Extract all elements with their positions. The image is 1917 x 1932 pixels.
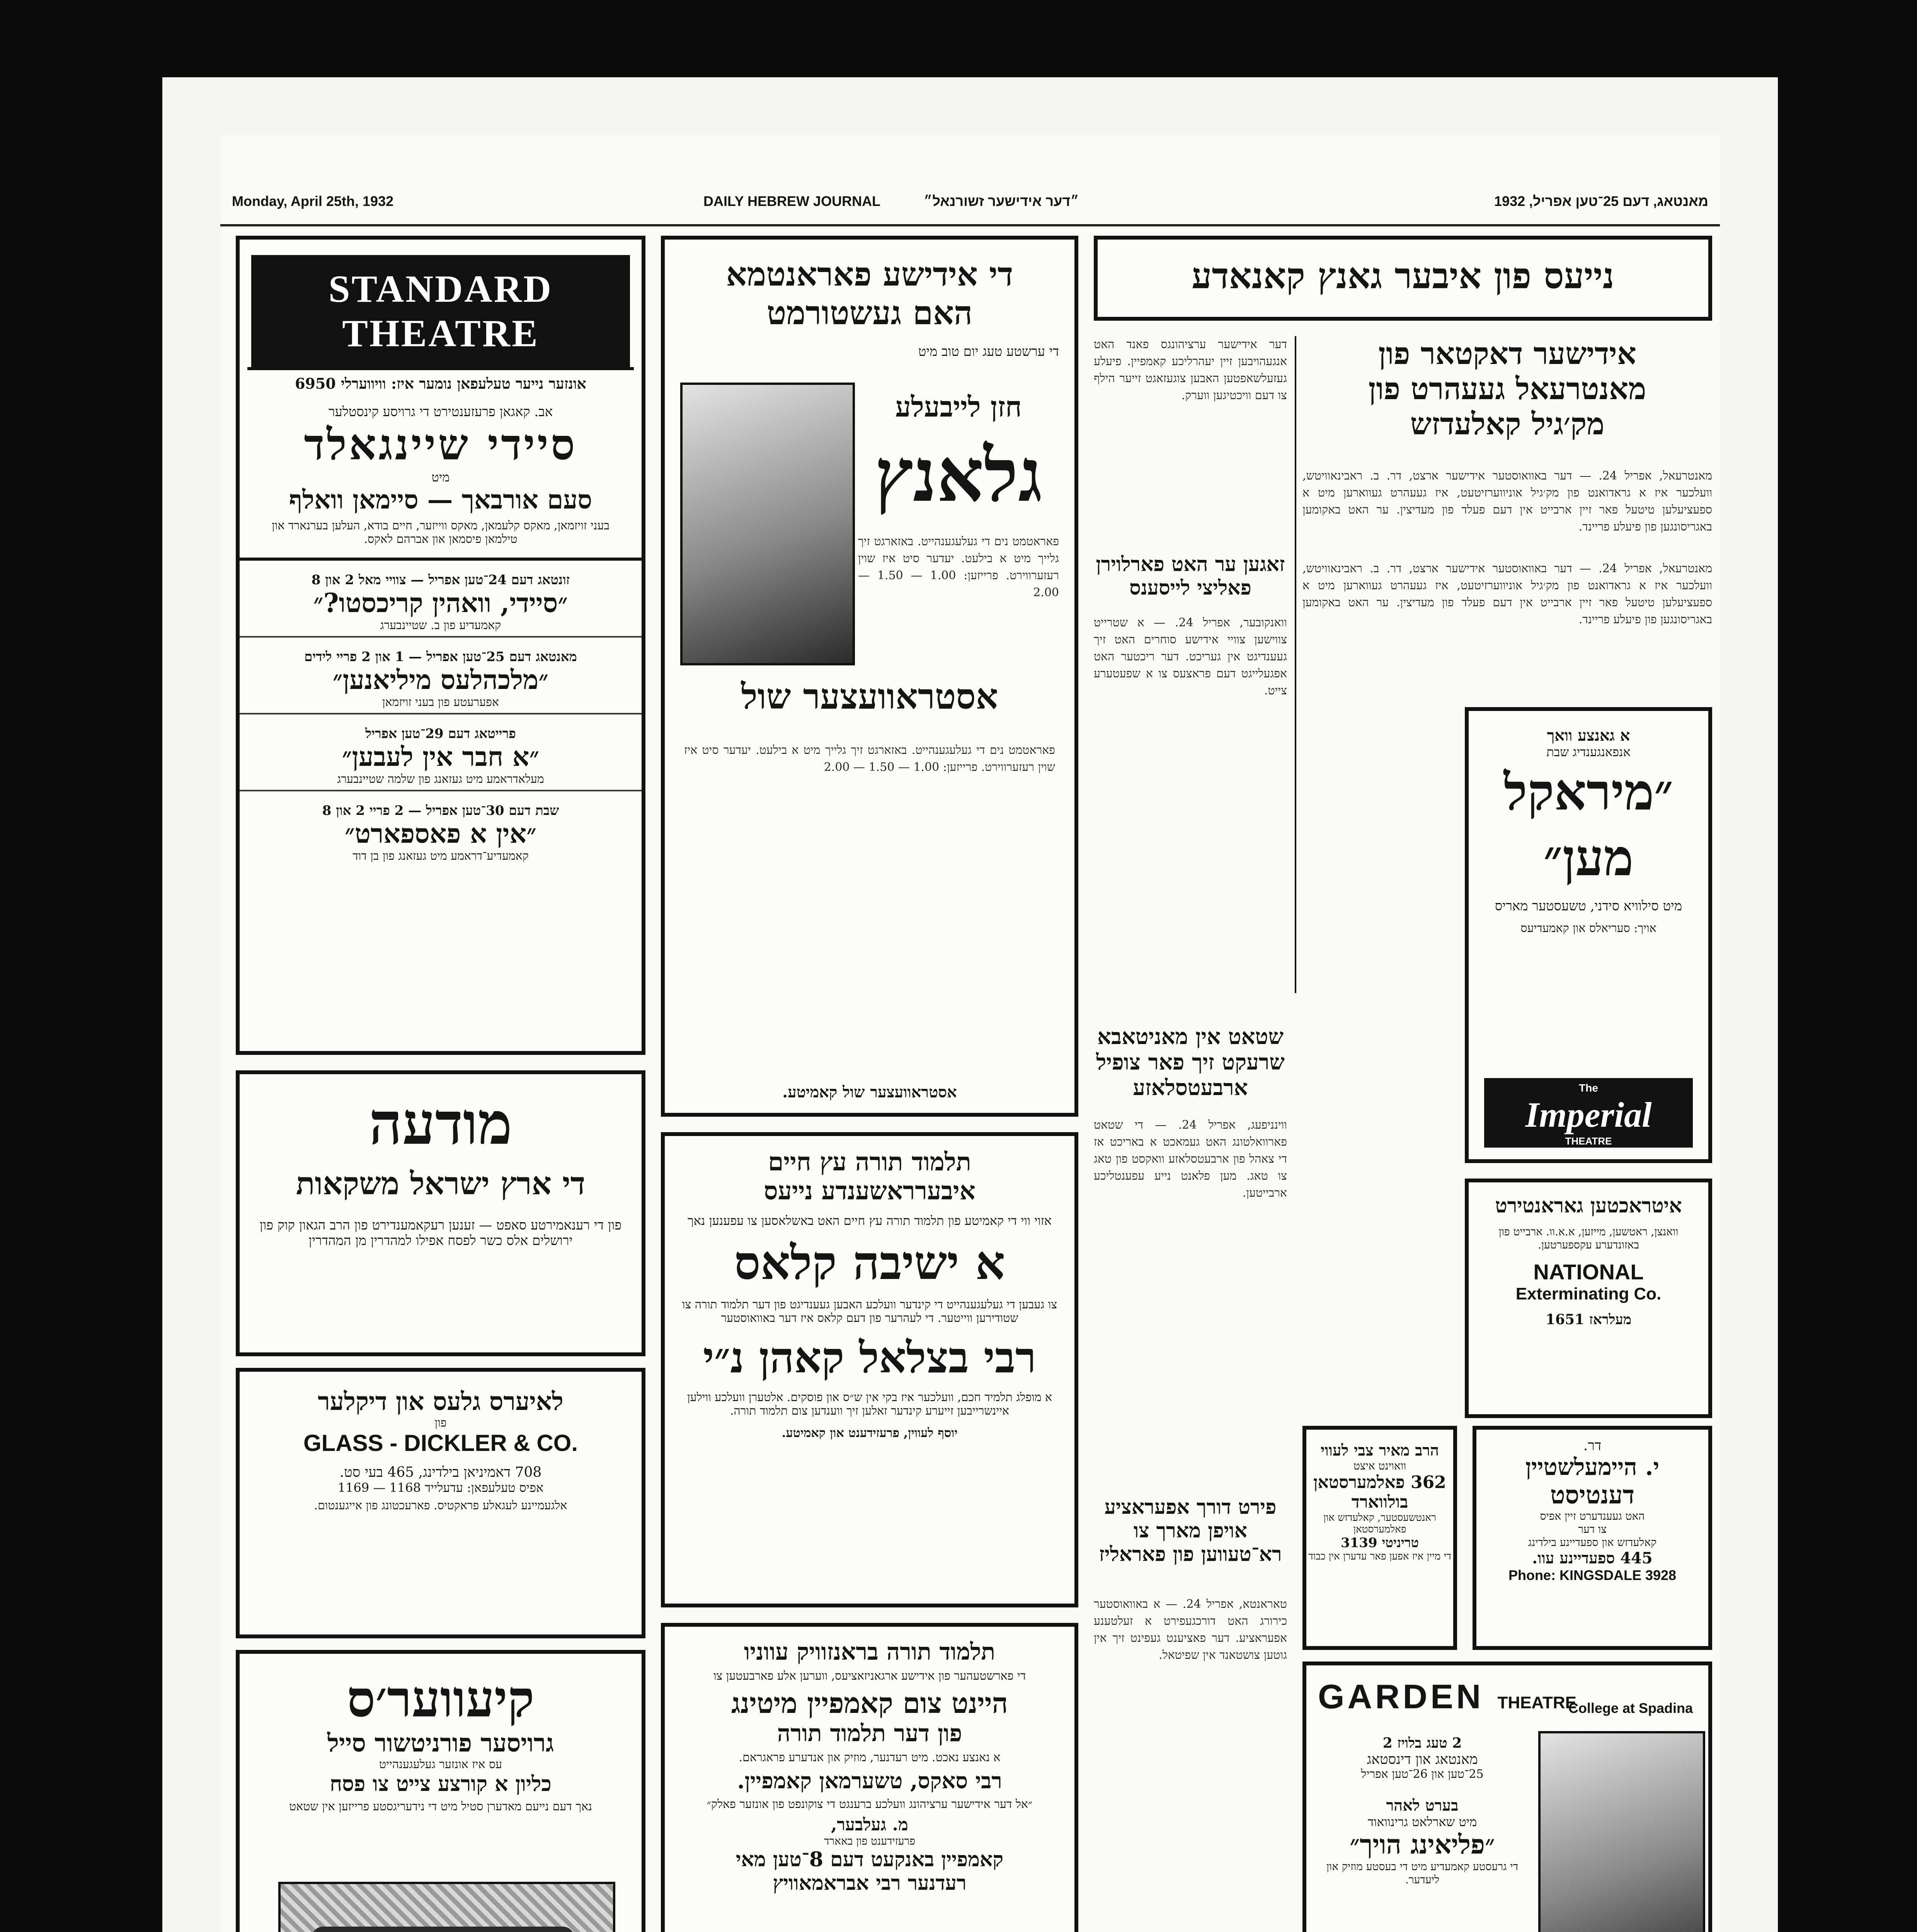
masthead-title-yiddish: ״דער אידישער זשורנאל״ <box>924 193 1079 209</box>
cantor-footer: אסטראוועצער שול קאמיטע. <box>782 1083 957 1101</box>
news-section-title: נייעס פון איבער גאנץ קאנאדע <box>1192 255 1614 297</box>
garden-photo <box>1538 1731 1705 1932</box>
standard-phone: אונזער נייער טעלעפאן נומער איז: וויווערלי 6950 <box>295 375 586 392</box>
dentist-to: צו דער <box>1578 1523 1607 1536</box>
garden-star: בערט לאהר <box>1386 1796 1459 1815</box>
miracle-stars: מיט סילוויא סידני, טשעסטער מאריס <box>1495 898 1682 914</box>
levy-phone: טריניטי 3139 <box>1340 1535 1419 1551</box>
garden-days: מאנטאג און דינסטאג <box>1367 1752 1478 1767</box>
glass-dickler-ad <box>236 1368 645 1638</box>
show-day: פרייטאג דעם 29־טען אפריל <box>365 726 516 742</box>
imperial-logo <box>1484 1078 1693 1148</box>
eretz-title: מודעה <box>369 1090 512 1158</box>
miracle-extra: אויך: סעריאלס און קאמעדיעס <box>1520 922 1657 935</box>
show-title: ״סיידי, וואהין קריכסטו?״ <box>313 588 568 619</box>
garden-dates: 25־טען און 26־טען אפריל <box>1361 1767 1484 1781</box>
cantor-intro: די ערשטע טעג יום טוב מיט <box>918 344 1059 359</box>
glass-fun: פון <box>434 1416 447 1430</box>
brunswick-body-2: א נאנצע נאכט. מיט רעדנער, מוזיק און אנדערע פראגראם. <box>739 1751 1001 1764</box>
brunswick-meeting-2: פון דער תלמוד תורה <box>777 1720 962 1747</box>
cantor-photo <box>680 383 855 665</box>
nat-name: NATIONAL <box>1533 1260 1644 1284</box>
miracle-title-1: ״מיראקל <box>1503 762 1674 821</box>
brunswick-sign-2: פרעזידענט פון באארד <box>824 1835 915 1847</box>
talmud-etz-chaim-ad <box>661 1132 1078 1607</box>
standard-show-4: שבת דעם 30־טען אפריל — 2 פריי 2 און 8 ״אין א פאספארט״ קאמעדיע־דראמע מיט געזאנג פון בן דוד <box>240 791 642 867</box>
eretz-yisroel-ad <box>236 1070 645 1356</box>
nat-title: איטראכטען גאראנטירט <box>1495 1194 1682 1218</box>
nat-body: וואנצן, ראטשען, מייזען, א.א.וו. ארבייט פון באזונדערע עקספערטען. <box>1498 1225 1679 1251</box>
masthead-date-yiddish: מאנטאג, דעם 25־טען אפריל, 1932 <box>1494 193 1708 209</box>
kiever-furniture-ad <box>236 1650 645 1932</box>
glass-name: GLASS - DICKLER & CO. <box>303 1430 578 1456</box>
cantor-role: אסטראוועצער שול <box>741 676 998 717</box>
nat-phone: מעלראז 1651 <box>1545 1311 1632 1328</box>
masthead-title-english: DAILY HEBREW JOURNAL <box>703 193 881 209</box>
kiever-body-3: נאך דעם נייעם מאדערן סטיל מיט די נידעריגסטע פרייזען אין שטאט <box>289 1800 592 1813</box>
cantor-body: פאראטמט נים די געלעגענהייט. באזארגט זיך גלייך מיט א בילעט. יעדער סיט איז שוין רעזערווירט. פרייזען: 1.00 — 1.50 — 2.00 <box>684 743 1055 774</box>
garden-film: ״פליאינג הויך״ <box>1350 1829 1495 1860</box>
brunswick-meeting: היינט צום קאמפיין מיטינג <box>731 1687 1008 1719</box>
dentist-title: דענטיסט <box>1550 1481 1635 1510</box>
etz-body-3: א מופלג תלמיד חכם, וועלכער איז בקי אין ש״ס און פוסקים. אלטערן וועלכע ווילען איינשרייבען זייערע קינדער זאלען זיך ווענדען צום תלמוד תורה. <box>687 1391 1052 1418</box>
garden-theatre-ad <box>1302 1662 1712 1932</box>
standard-show-2: מאנטאג דעם 25־טען אפריל — 1 און 2 פריי לידים ״מלכהלעס מיליאנען״ אפערעטע פון בעני זויזמאן <box>240 638 642 714</box>
show-title: ״א חבר אין לעבען״ <box>342 742 540 772</box>
levy-foot: די מיין איז אפען פאר עדערן אין כבוד <box>1308 1551 1451 1562</box>
standard-show-1: זונטאג דעם 24־טען אפריל — צוויי מאל 2 און 8 ״סיידי, וואהין קריכסטו?״ קאמעדיע פון ב. שטיינבערג <box>240 561 642 638</box>
imperial-pre: The <box>1579 1082 1598 1094</box>
show-time: 1 און 2 פריי לידים <box>304 649 404 665</box>
glass-address: 708 דאמיניאן בילדינג, 465 בעי סט. <box>339 1464 542 1480</box>
etz-footer: יוסף לעווין, פרעזידענט און קאמיטע. <box>781 1425 958 1440</box>
cantor-label: חזן לייבעלע <box>895 390 1022 423</box>
masthead <box>220 193 1720 226</box>
newspaper-sheet <box>162 77 1778 1932</box>
talmud-brunswick-ad <box>661 1623 1078 1932</box>
etz-headline: א ישיבה קלאס <box>734 1236 1005 1290</box>
garden-name: GARDEN <box>1318 1677 1484 1716</box>
doctor-body-continued: מאנטרעאל, אפריל 24. — דער באוואוסטער אידישער ארצט, דר. ב. ראבינאוויטש, וועלכער איז א גראדואנט פון מק׳גיל אוניווערזיטעט, איז געעהרט געווארען מיט א ספעציעלען טיטעל פאר זיין ארבייט אין דעם פעלד פון מעדיצין. ער האט באקומען באגריסונגען פון פיעלע פריינד. <box>1302 562 1712 626</box>
dentist-dr: דר. <box>1583 1438 1602 1454</box>
standard-theatre-banner: STANDARD THEATRE <box>251 255 630 367</box>
show-time: צוויי מאל 2 און 8 <box>311 572 406 588</box>
show-note: קאמעדיע־דראמע מיט געזאנג פון בן דוד <box>352 849 529 863</box>
doctor-body: מאנטרעאל, אפריל 24. — דער באוואוסטער אידישער ארצט, דר. ב. ראבינאוויטש, וועלכער איז א גראדואנט פון מק׳גיל אוניווערזיטעט, איז געעהרט געווארען מיט א ספעציעלען טיטעל פאר זיין ארבייט אין דעם פעלד פון מעדיצין. ער האט באקומען באגריסונגען פון פיעלע פריינד. <box>1302 469 1712 534</box>
brunswick-campaign: קאמפיין באנקעט דעם 8־טען מאי <box>735 1848 1004 1871</box>
miracle-line-1: א גאנצע וואך <box>1547 726 1630 745</box>
kiever-sub: גרויסער פורניטשור סייל <box>327 1729 554 1758</box>
garden-price: 2 טעג בלויז 2 <box>1382 1735 1462 1751</box>
brunswick-title: תלמוד תורה בראנזוויק עווניו <box>744 1638 995 1665</box>
doctor-headline-3: מק׳גיל קאלעדזש <box>1410 406 1605 442</box>
brunswick-body-3: ״אל דער אידישער ערציהונג וועלכע ברענגט די צוקונפט פון אונזער פאלק״ <box>707 1798 1033 1811</box>
dentist-phone: Phone: KINGSDALE 3928 <box>1508 1567 1677 1583</box>
glass-title: לאיערס גלעס און דיקלער <box>318 1387 564 1416</box>
show-title: ״אין א פאספארט״ <box>345 818 536 849</box>
news-item-3-body: ווינניפעג, אפריל 24. — די שטאט פארוואלטונג האט געמאכט א באריכט אז די צאהל פון ארבעטסלאזע וואקסט פון טאג צו טאג. מען פלאנט נייע עפענטליכע ארבייטען. <box>1094 1118 1287 1200</box>
cantor-title-1: די אידישע פאראנטמא <box>726 255 1013 293</box>
doctor-article <box>1302 336 1712 553</box>
cantor-glantz-ad <box>661 236 1078 1117</box>
levy-address: 362 פאלמערסטאן בולווארד <box>1313 1473 1446 1512</box>
news-column <box>1094 336 1287 1932</box>
kiever-body-1: עס איז אונזער געלעגענהייט <box>379 1758 502 1771</box>
garden-address: College at Spadina <box>1568 1700 1693 1716</box>
show-title: ״מלכהלעס מיליאנען״ <box>332 665 549 696</box>
glass-note: אלגעמיינע לעגאלע פראקטיס. פארעכטונג פון אייגענטום. <box>314 1499 567 1512</box>
brunswick-body-1: די פארשטעהער פון אידישע ארגאניזאציעס, ווערען אלע פארבעטען צו <box>713 1669 1026 1683</box>
news-item-2-body: וואנקובער, אפריל 24. — א שטרייט צווישען צוויי אידישע סוחרים האט זיך געענדיגט אין געריכט. דער ריכטער האט אפגעלייגט דעם פראצעס צו א שפעטערע צייט. <box>1094 616 1287 697</box>
etz-title: תלמוד תורה עץ חיים <box>768 1148 971 1177</box>
news-item-2-head: זאגען ער האט פארלוירן פאליצי לייסענס <box>1096 553 1285 600</box>
etz-body-1: אזוי ווי די קאמיטע פון תלמוד תורה עץ חיים האט באשלאסען צו עפענען נאך <box>688 1213 1052 1228</box>
brunswick-speaker-2: רעדנער רבי אבראמאוויץ <box>773 1871 967 1895</box>
levy-note: ראנטשעסטער, קאלעדזש און פאלמערסטאן <box>1323 1512 1436 1535</box>
levy-sub: וואוינט איצט <box>1353 1459 1406 1472</box>
show-time: 2 פריי 2 און 8 <box>322 803 404 818</box>
eretz-body: פון די רענאמירטע סאפט — זענען רעקאמענדירט פון הרב הגאון קוק פון ירושלים אלס כשר לפסח אפילו למהדרין מן המהדרין <box>259 1218 622 1248</box>
standard-show-3 <box>240 714 642 791</box>
cantor-small-text: פאראטמט נים די געלעגענהייט. באזארגט זיך גלייך מיט א בילעט. יעדער סיט איז שוין רעזערווירט. פרייזען: 1.00 — 1.50 — 2.00 <box>858 535 1059 599</box>
newspaper-page <box>220 135 1720 1932</box>
standard-with: מיט <box>431 470 450 485</box>
show-note: מעלאדראמע מיט געזאנג פון שלמה שטיינבערג <box>337 772 544 786</box>
cantor-title-2: האם געשטורמט <box>766 294 973 332</box>
show-day: זונטאג דעם 24־טען אפריל <box>428 572 570 588</box>
glass-phone: אפיס טעלעפאן: עדעלייד 1168 — 1169 <box>337 1480 544 1495</box>
news-item-4-body: טאראנטא, אפריל 24. — א באוואוסטער כירורג האט דורכגעפירט א זעלטענע אפעראציע. דער פאציענט געפינט זיך אין גוטען צושטאנד אין שפיטאל. <box>1094 1597 1287 1662</box>
dentist-body: האט געענדערט זיין אפיס <box>1540 1510 1645 1522</box>
dentist-address: 445 ספעדיינע עוו. <box>1532 1549 1653 1567</box>
imperial-suffix: THEATRE <box>1565 1135 1612 1147</box>
brunswick-speaker: רבי סאקס, טשערמאן קאמפיין. <box>737 1768 1002 1794</box>
news-item-3-head: שטאט אין מאניטאבא שרעקט זיך פאר צופיל ארבעטסלאזע <box>1096 1024 1285 1100</box>
masthead-date-english: Monday, April 25th, 1932 <box>232 193 394 209</box>
doctor-headline-1: אידישער דאקטאר פון <box>1378 336 1636 371</box>
etz-sub: איבערראשענדע נייעס <box>764 1177 976 1206</box>
news-item-4-head: פירט דורך אפעראציע אויפן מארך צו רא־טעווען פון פאראליז <box>1099 1495 1282 1566</box>
standard-cast: בעני זויזמאן, מאקס קלעמאן, מאקס ווייזער, חיים בודא, העלען בערנארד און טילמאן פיסמאן און אברהם לאקס. <box>272 519 609 546</box>
miracle-title-2: מען״ <box>1543 828 1634 887</box>
miracle-man-ad <box>1465 707 1712 1163</box>
dentist-name: י. היימעלשטיין <box>1525 1454 1660 1481</box>
garden-star-mid: מיט שארלאט גרינוואוד <box>1367 1815 1477 1829</box>
garden-foot: די גרעסטע קאמעדיע מיט די בעסטע מוזיק און ליעדער. <box>1326 1860 1519 1886</box>
standard-presents: אב. קאגאן פרעזענטירט די גרויסע קינסטלער <box>328 404 553 420</box>
etz-rabbi: רבי בצלאל קאהן נ״י <box>703 1333 1037 1383</box>
standard-star: סיידי שיינגאלד <box>304 420 577 469</box>
show-note: אפערעטע פון בעני זויזמאן <box>382 696 499 709</box>
show-day: מאנטאג דעם 25־טען אפריל <box>426 649 577 665</box>
standard-costars: סעם אורבאך — סיימאן וואלף <box>289 485 592 515</box>
news-item-1: דער אידישער ערציהונגס פאנד האט אנגעהויבען זיין יעהרליכע קאמפיין. פיעלע געזעלשאפטען האבען צוגעזאגט זייער הילף צו דעם וויכטיגען ווערק. <box>1094 338 1287 402</box>
miracle-line-2: אנפאנגענדיג שבת <box>1546 745 1631 759</box>
sofa-illustration <box>278 1882 615 1932</box>
levy-title: הרב מאיר צבי לעווי <box>1320 1441 1439 1459</box>
eretz-sub: די ארץ ישראל משקאות <box>296 1165 586 1202</box>
news-header <box>1094 236 1712 321</box>
dentist-building: קאלעדזש און ספעדיינע בילדינג <box>1528 1536 1657 1549</box>
kiever-title: קיעווער׳ס <box>347 1669 535 1728</box>
garden-theatre: THEATRE <box>1497 1693 1577 1712</box>
dentist-ad <box>1473 1426 1712 1650</box>
kiever-body-2: כליון א קורצע צייט צו פסח <box>330 1771 552 1796</box>
brunswick-sign: מ. געלבער, <box>831 1815 908 1835</box>
etz-body-2: צו געבען די געלעגענהייט די קינדער וועלכע האבען געענדיגט פון דער תלמוד תורה צו שטודירען ווייטער. די לעהרער פון דעם קלאס איז דער באוואוסטער <box>682 1298 1057 1325</box>
show-note: קאמעדיע פון ב. שטיינבערג <box>380 619 501 632</box>
rabbi-levy-ad <box>1302 1426 1457 1650</box>
doctor-headline-2: מאנטרעאל געעהרט פון <box>1368 371 1646 406</box>
nat-name-2: Exterminating Co. <box>1515 1284 1662 1303</box>
standard-theatre-ad <box>236 236 645 1055</box>
show-day: שבת דעם 30־טען אפריל <box>426 803 559 818</box>
sofa-shape <box>312 1927 574 1932</box>
imperial-name: Imperial <box>1525 1095 1652 1134</box>
cantor-name: גלאנץ <box>874 432 1043 518</box>
national-exterminating-ad <box>1465 1179 1712 1418</box>
